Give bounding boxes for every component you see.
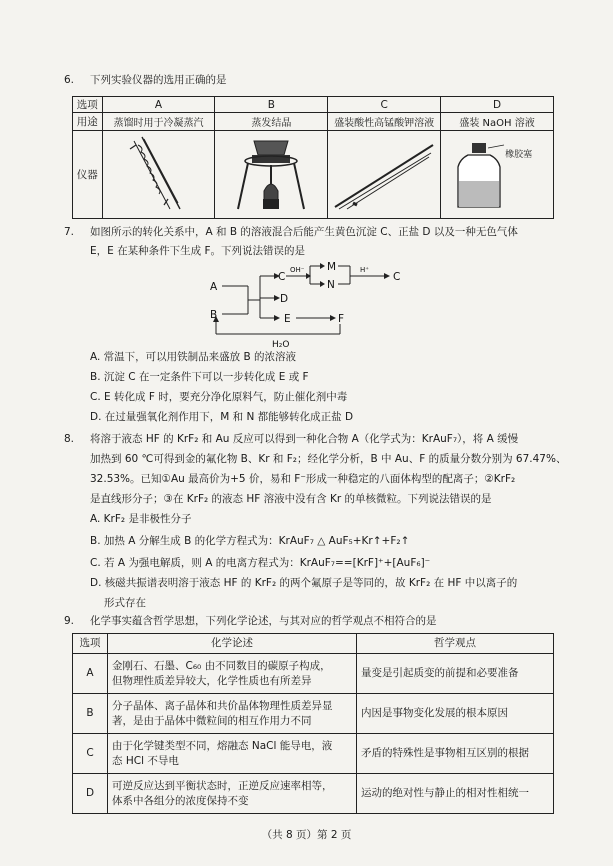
- q9-table: [72, 633, 554, 814]
- q6-option-d: D: [441, 97, 554, 113]
- q6-usage-d: 盛装 NaOH 溶液: [441, 113, 554, 131]
- q7-option-a: A. 常温下，可以用铁制品来盛放 B 的浓溶液: [90, 351, 297, 363]
- q8-option-d-continued: 形式存在: [104, 597, 146, 609]
- table-row: [73, 734, 554, 774]
- q7-node-m: M: [327, 261, 337, 273]
- q6-instrument-c: [328, 131, 441, 219]
- q7-number: 7.: [64, 226, 75, 238]
- q6-rubber-stopper-label: 橡胶塞: [505, 150, 533, 160]
- q7-node-a: A: [210, 281, 218, 293]
- q8-number: 8.: [64, 433, 75, 445]
- q9-row-b-statement: 分子晶体、离子晶体和共价晶体物理性质差异显 著，是由于晶体中微粒间的相互作用力不同: [108, 694, 357, 734]
- table-row: [73, 774, 554, 814]
- q9-row-b-option: B: [73, 694, 108, 734]
- q8-stem-line1: 将溶于液态 HF 的 KrF₂ 和 Au 反应可以得到一种化合物 A（化学式为：KrAuF₇），将 A 缓慢: [90, 433, 519, 445]
- q7-node-c-product: C: [393, 271, 401, 283]
- q9-row-b-viewpoint: 内因是事物变化发展的根本原因: [357, 694, 554, 734]
- burette-icon: [329, 131, 439, 215]
- q8-stem-line2: 加热到 60 ℃可得到金的氟化物 B、Kr 和 F₂；经化学分析，B 中 Au、F 的质量分数分别为 67.47%、: [90, 453, 567, 465]
- q6-number: 6.: [64, 74, 75, 86]
- q6-usage-label: 用途: [73, 113, 103, 131]
- q7-option-c: C. E 转化成 F 时，要充分净化原料气，防止催化剂中毒: [90, 391, 348, 403]
- q6-header-label: 选项: [73, 97, 103, 113]
- evaporating-dish-icon: [216, 131, 326, 215]
- q6-option-c: C: [328, 97, 441, 113]
- q7-option-d: D. 在过量强氧化剂作用下，M 和 N 都能够转化成正盐 D: [90, 411, 354, 423]
- q7-node-d: D: [280, 293, 289, 305]
- q8-option-b: B. 加热 A 分解生成 B 的化学方程式为：KrAuF₇ △ AuF₅+Kr↑+F₂↑: [90, 535, 410, 547]
- q7-stem-line1: 如图所示的转化关系中，A 和 B 的溶液混合后能产生黄色沉淀 C、正盐 D 以及一种无色气体: [90, 226, 518, 238]
- q6-option-a: A: [102, 97, 215, 113]
- q9-row-d-viewpoint: 运动的绝对性与静止的相对性相统一: [357, 774, 554, 814]
- q6-stem: 下列实验仪器的选用正确的是: [90, 74, 227, 86]
- q9-row-a-option: A: [73, 654, 108, 694]
- table-row: [73, 654, 554, 694]
- q9-row-c-option: C: [73, 734, 108, 774]
- condenser-icon: [104, 131, 214, 215]
- q6-option-b: B: [215, 97, 328, 113]
- q9-number: 9.: [64, 615, 75, 627]
- q9-header-statement: 化学论述: [108, 634, 357, 654]
- q7-node-b: B: [210, 309, 218, 321]
- q9-row-c-statement: 由于化学键类型不同，熔融态 NaCl 能导电，液 态 HCl 不导电: [108, 734, 357, 774]
- q9-row-c-viewpoint: 矛盾的特殊性是事物相互区别的根据: [357, 734, 554, 774]
- q6-instrument-d: [441, 131, 554, 219]
- q6-usage-b: 蒸发结晶: [215, 113, 328, 131]
- q9-header-viewpoint: 哲学观点: [357, 634, 554, 654]
- table-row: [73, 694, 554, 734]
- q7-oh-label: OH⁻: [290, 266, 305, 274]
- reagent-bottle-icon: [442, 131, 552, 215]
- q6-instrument-a: [102, 131, 215, 219]
- q8-stem-line4: 是直线形分子；③在 KrF₂ 的液态 HF 溶液中没有含 Kr 的单核微粒。下列说法错误的是: [90, 493, 492, 505]
- q7-option-b: B. 沉淀 C 在一定条件下可以一步转化成 E 或 F: [90, 371, 309, 383]
- q6-instrument-label: 仪器: [73, 131, 103, 219]
- q9-row-a-statement: 金刚石、石墨、C₆₀ 由不同数目的碳原子构成， 但物理性质差异较大，化学性质也有所差异: [108, 654, 357, 694]
- q7-node-n: N: [327, 279, 335, 291]
- q6-usage-c: 盛装酸性高锰酸钾溶液: [328, 113, 441, 131]
- q8-option-a: A. KrF₂ 是非极性分子: [90, 513, 192, 525]
- q9-header-option: 选项: [73, 634, 108, 654]
- q7-node-f: F: [338, 313, 345, 325]
- q9-row-d-statement: 可逆反应达到平衡状态时，正逆反应速率相等， 体系中各组分的浓度保持不变: [108, 774, 357, 814]
- q8-stem-line3: 32.53%。已知①Au 最高价为+5 价，易和 F⁻形成一种稳定的八面体构型的配离子；②KrF₂: [90, 473, 516, 485]
- q7-node-c: C: [278, 271, 286, 283]
- q9-stem: 化学事实蕴含哲学思想，下列化学论述，与其对应的哲学观点不相符合的是: [90, 615, 437, 627]
- q6-instrument-b: [215, 131, 328, 219]
- q6-usage-a: 蒸馏时用于冷凝蒸汽: [102, 113, 215, 131]
- q9-row-d-option: D: [73, 774, 108, 814]
- q7-transformation-diagram: [200, 258, 430, 358]
- q7-node-e: E: [284, 313, 291, 325]
- page-footer: （共 8 页）第 2 页: [261, 829, 352, 841]
- q8-option-d: D. 核磁共振谱表明溶于液态 HF 的 KrF₂ 的两个氟原子是等同的，故 KrF₂ 在 HF 中以离子的: [90, 577, 518, 589]
- q8-option-c: C. 若 A 为强电解质，则 A 的电离方程式为：KrAuF₇==[KrF]⁺+[AuF₆]⁻: [90, 557, 431, 569]
- q6-table: [72, 96, 554, 219]
- q7-h-label: H⁺: [360, 266, 369, 274]
- q7-stem-line2: E，E 在某种条件下生成 F。下列说法错误的是: [90, 245, 305, 257]
- q9-row-a-viewpoint: 量变是引起质变的前提和必要准备: [357, 654, 554, 694]
- q7-h2o-label: H₂O: [272, 340, 290, 350]
